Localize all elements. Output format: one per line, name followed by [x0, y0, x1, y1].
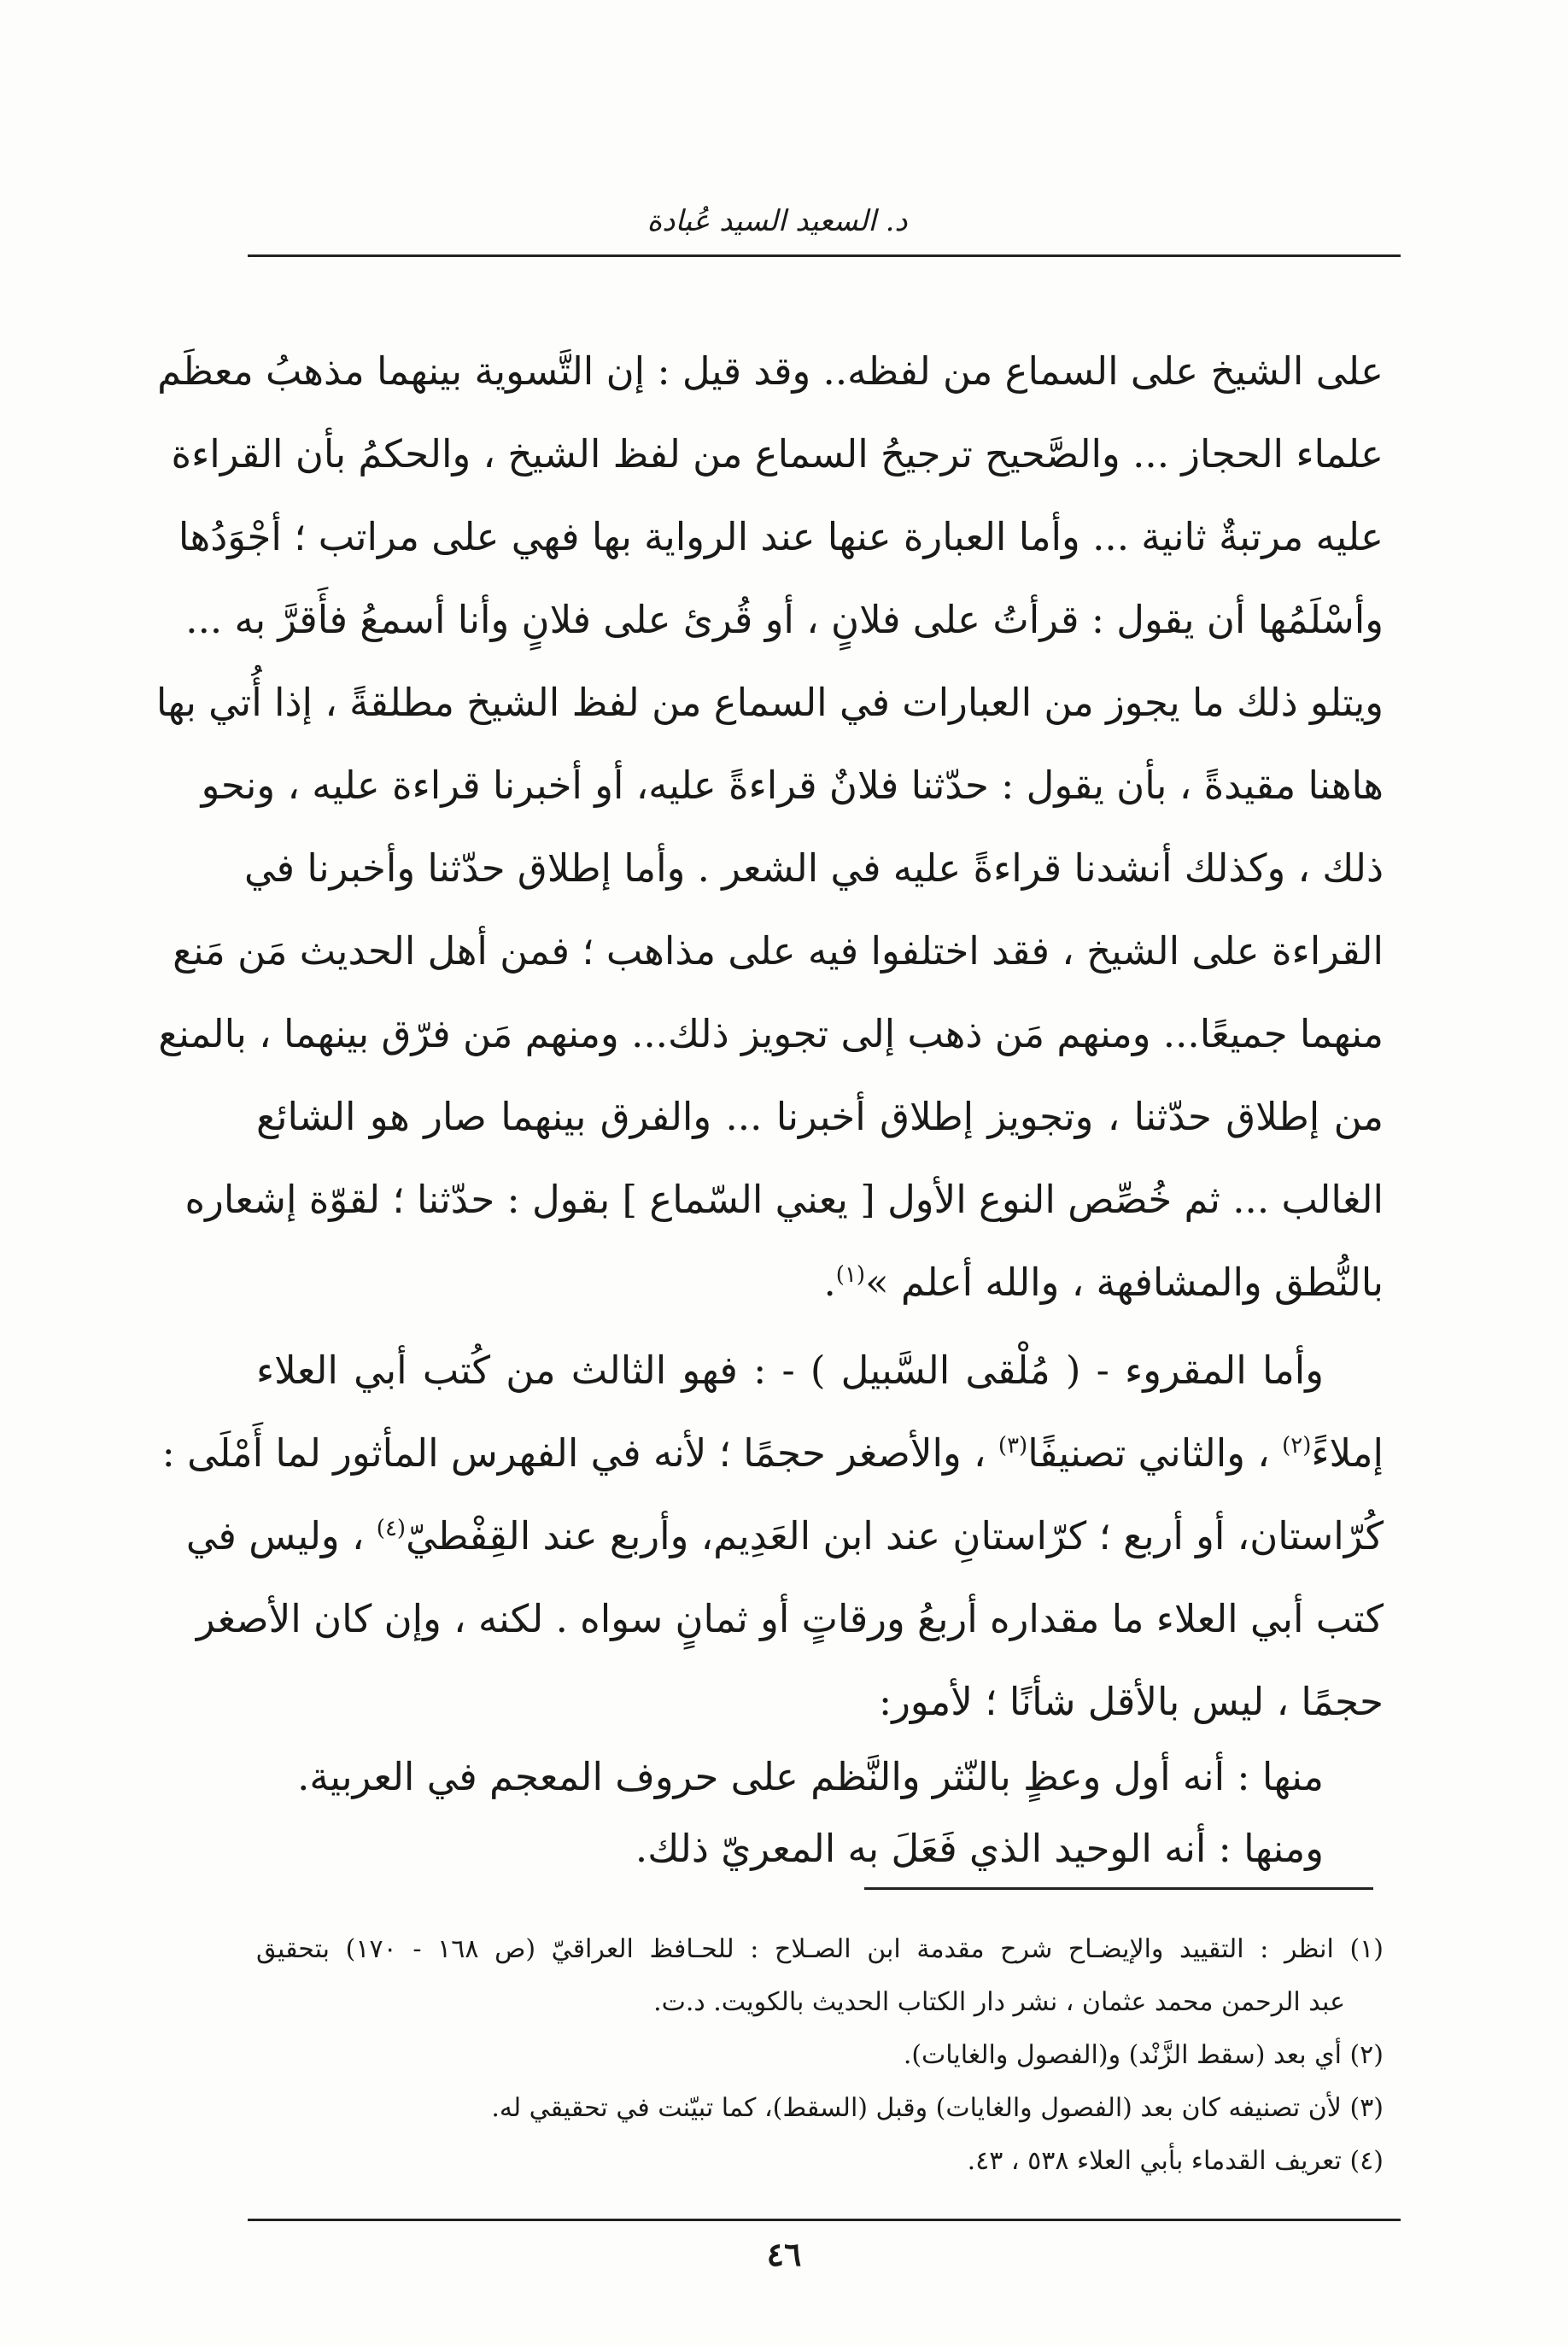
- body-line-last: بالنُّطق والمشافهة ، والله أعلم »$^{(١)}$.: [823, 1260, 1384, 1305]
- body-line: منهما جميعًا... ومنهم مَن ذهب إلى تجويز ذلك... ومنهم مَن فرّق بينهما ، بالمنع: [158, 1011, 1384, 1056]
- footnote-ref-2: (٢): [1282, 1433, 1312, 1459]
- paragraph2-line: كتب أبي العلاء ما مقداره أربعُ ورقاتٍ أو ثمانٍ سواه . لكنه ، وإن كان الأصغر: [196, 1596, 1384, 1641]
- list-item: ومنها : أنه الوحيد الذي فَعَلَ به المعريّ ذلك.: [635, 1826, 1324, 1871]
- body-line: القراءة على الشيخ ، فقد اختلفوا فيه على مذاهب ؛ فمن أهل الحديث مَن مَنع: [173, 928, 1384, 974]
- body-line: عليه مرتبةٌ ثانية ... وأما العبارة عنها عند الرواية بها فهي على مراتب ؛ أجْوَدُها: [178, 514, 1384, 559]
- body-line: على الشيخ على السماع من لفظه.. وقد قيل : إن التَّسوية بينهما مذهبُ معظَم: [157, 348, 1384, 394]
- footnote-1-continued: عبد الرحمن محمد عثمان ، نشر دار الكتاب الحديث بالكويت. د.ت.: [653, 1987, 1345, 2017]
- footnote-4: (٤) تعريف القدماء بأبي العلاء ٥٣٨ ، ٤٣.: [967, 2146, 1384, 2176]
- list-item: منها : أنه أول وعظٍ بالنّثر والنَّظم على حروف المعجم في العربية.: [297, 1754, 1324, 1799]
- footnote-ref-3: (٣): [998, 1433, 1028, 1459]
- body-line: من إطلاق حدّثنا ، وتجويز إطلاق أخبرنا ... والفرق بينهما صار هو الشائع: [256, 1094, 1384, 1139]
- footnote-ref-4: (٤): [376, 1516, 407, 1541]
- body-line: علماء الحجاز ... والصَّحيح ترجيحُ السماع من لفظ الشيخ ، والحكمُ بأن القراءة: [171, 431, 1384, 477]
- body-line-text: بالنُّطق والمشافهة ، والله أعلم »: [865, 1260, 1384, 1305]
- paragraph2-line: حجمًا ، ليس بالأقل شأنًا ؛ لأمور:: [879, 1679, 1384, 1724]
- footnote-1: (١) انظر : التقييد والإيضـاح شرح مقدمة ابن الصـلاح : للحـافظ العراقيّ (ص ١٦٨ - ١٧٠) بتحقيق: [256, 1934, 1384, 1964]
- paragraph2-line: وأما المقروء - ( مُلْقى السَّبيل ) - : فهو الثالث من كُتب أبي العلاء: [256, 1348, 1324, 1393]
- body-line: وأسْلَمُها أن يقول : قرأتُ على فلانٍ ، أو قُرئ على فلانٍ وأنا أسمعُ فأَقرَّ به ...: [185, 597, 1384, 642]
- footnote-2: (٢) أي بعد (سقط الزَّنْد) و(الفصول والغايات).: [903, 2040, 1384, 2070]
- body-line: ويتلو ذلك ما يجوز من العبارات في السماع من لفظ الشيخ مطلقةً ، إذا أُتي بها: [155, 680, 1384, 725]
- paragraph2-line: إملاءً$^{(٢)}$ ، والثاني تصنيفًا$^{(٣)}$ ، والأصغر حجمًا ؛ لأنه في الفهرس المأثور لما أَمْلَى :: [161, 1430, 1384, 1476]
- body-line: الغالب ... ثم خُصِّص النوع الأول [ يعني السّماع ] بقول : حدّثنا ؛ لقوّة إشعاره: [184, 1177, 1384, 1222]
- page-number: ٤٦: [766, 2235, 802, 2273]
- running-header-author: د. السعيد السيد عُبادة: [647, 204, 908, 238]
- header-rule: [248, 254, 1401, 257]
- body-line: ذلك ، وكذلك أنشدنا قراءةً عليه في الشعر . وأما إطلاق حدّثنا وأخبرنا في: [244, 845, 1384, 891]
- footer-rule: [248, 2219, 1401, 2221]
- footnote-separator: [864, 1887, 1373, 1890]
- footnote-3: (٣) لأن تصنيفه كان بعد (الفصول والغايات) وقبل (السقط)، كما تبيّنت في تحقيقي له.: [491, 2093, 1384, 2123]
- footnote-ref-1: (١): [835, 1262, 866, 1288]
- paragraph2-line: كُرّاستان، أو أربع ؛ كرّاستانِ عند ابن العَدِيم، وأربع عند القِفْطيّ$^{(٤)}$ ، وليس في: [185, 1513, 1384, 1558]
- body-line: هاهنا مقيدةً ، بأن يقول : حدّثنا فلانٌ قراءةً عليه، أو أخبرنا قراءة عليه ، ونحو: [201, 763, 1384, 808]
